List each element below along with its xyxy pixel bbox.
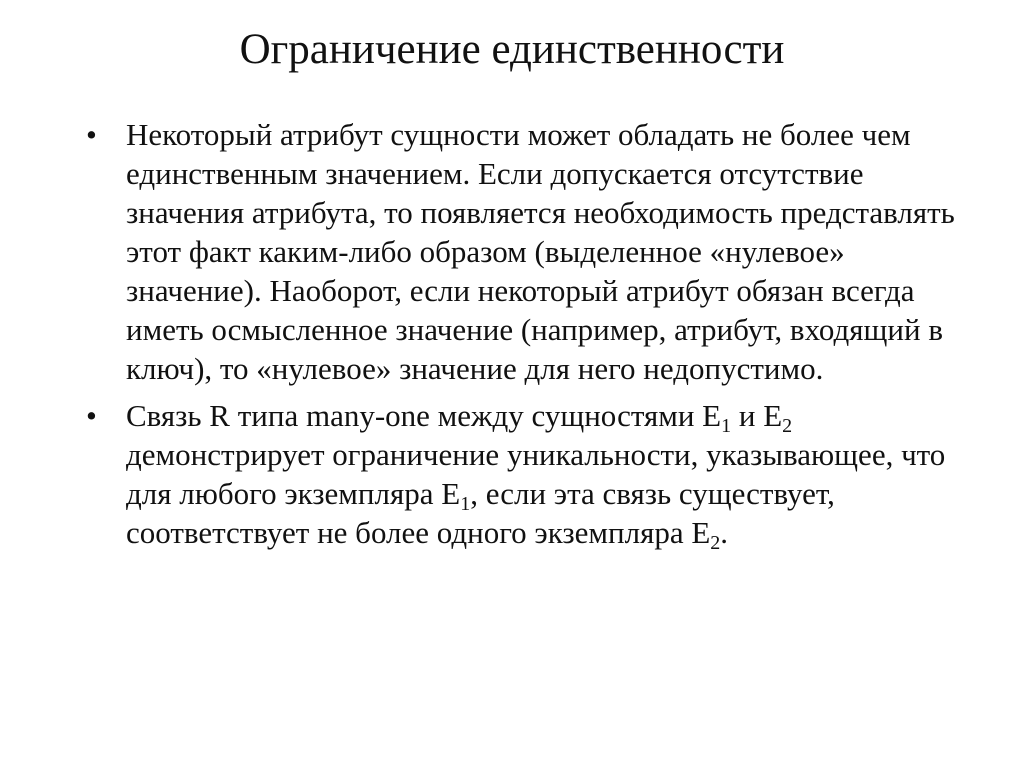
subscript: 2 [782,415,793,437]
subscript: 2 [710,532,721,554]
bullet-text-part: . [720,515,729,550]
subscript: 1 [460,493,471,515]
bullet-item-uniqueness-attribute [86,115,986,388]
bullet-item-many-one-relation [86,396,986,552]
bullet-text-part: демонстрирует ограничение уникальности, указывающее, что для любого экземпляра E [126,437,946,511]
bullet-marker: • [86,117,97,152]
slide-title: Ограничение единственности [239,26,785,73]
subscript: 1 [721,415,732,437]
bullet-text-part: и E [731,398,783,433]
bullet-text [126,398,946,554]
bullet-list [86,115,986,560]
bullet-text: Некоторый атрибут сущности может обладать не более чем единственным значением. Если допускается отсутствие значения атрибута, то появляется необходимость представлять этот факт каким-либо образом (выделенное «нулевое» значение). Наоборот, если некоторый атрибут обязан всегда иметь осмысленное значение (например, атрибут, входящий в ключ), то «нулевое» значение для него недопустимо. [126,117,955,386]
bullet-marker: • [86,398,97,433]
bullet-text-part: Связь R типа many-one между сущностями E [126,398,722,433]
bullet-text-part: , если эта связь существует, соответствует не более одного экземпляра E [126,476,835,550]
